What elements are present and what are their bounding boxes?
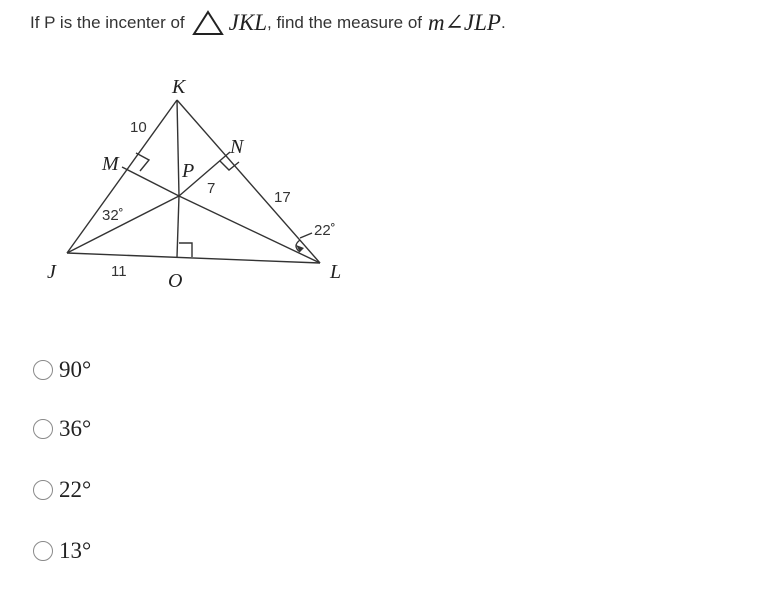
label-j: J: [47, 261, 56, 283]
choice-label: 36°: [59, 416, 92, 441]
measure-pn: 7: [207, 180, 216, 197]
side-jl: [67, 253, 320, 263]
measure-angle-l: 22˚: [314, 222, 336, 239]
label-o: O: [168, 270, 183, 292]
measure-jo: 11: [111, 263, 127, 280]
measure-kn: 17: [274, 189, 291, 206]
right-angle-mark-m: [136, 153, 149, 171]
radio-button[interactable]: [33, 480, 53, 500]
choice-4[interactable]: [33, 534, 91, 568]
radio-button[interactable]: [33, 360, 53, 380]
angle-pointer-l: [300, 233, 312, 238]
choice-3[interactable]: [33, 473, 91, 507]
label-p: P: [182, 160, 195, 182]
bisector-l: [179, 196, 320, 263]
right-angle-mark-o: [179, 243, 192, 257]
measure-angle-j: 32˚: [102, 207, 124, 224]
question-suffix: .: [500, 13, 506, 32]
choice-label: 90°: [59, 357, 92, 382]
choice-label: 13°: [59, 538, 92, 563]
radio-button[interactable]: [33, 541, 53, 561]
choice-1[interactable]: [33, 353, 91, 387]
side-kl: [177, 100, 320, 263]
label-k: K: [172, 76, 186, 98]
label-m: M: [102, 153, 119, 175]
triangle-name: JKL: [228, 10, 268, 35]
measure-km: 10: [130, 119, 147, 136]
side-jk: [67, 100, 177, 253]
choice-2[interactable]: [33, 412, 91, 446]
bisector-j: [67, 196, 179, 253]
perpendicular-po: [177, 196, 179, 257]
label-l: L: [330, 261, 342, 283]
angle-expression: m∠JLP: [428, 10, 501, 35]
bisector-k: [177, 100, 179, 196]
right-angle-mark-n: [220, 161, 239, 170]
perpendicular-pm: [122, 167, 179, 196]
question-prefix: If P is the incenter of: [30, 13, 185, 32]
question-middle: , find the measure of: [267, 13, 422, 32]
choice-label: 22°: [59, 477, 92, 502]
label-n: N: [230, 136, 244, 158]
radio-button[interactable]: [33, 419, 53, 439]
